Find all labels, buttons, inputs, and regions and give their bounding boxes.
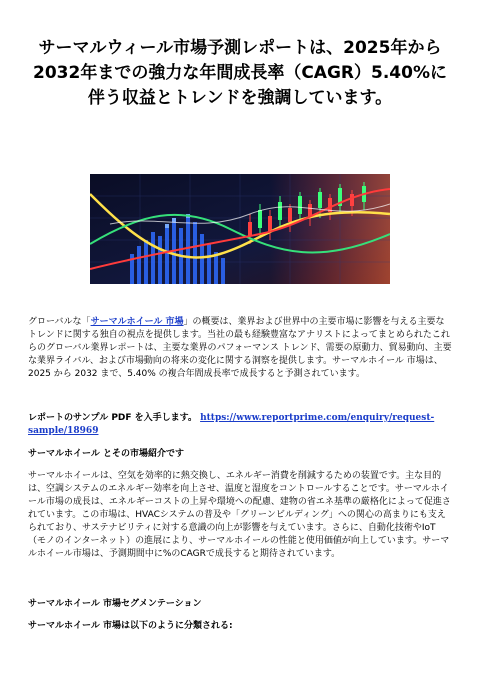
intro-paragraph — [28, 316, 452, 381]
page-title: サーマルウィール市場予測レポートは、2025年から2032年までの強力な年間成長率（CAGR）5.40%に伴う収益とトレンドを強調しています。 — [33, 38, 447, 108]
intro-suffix: 」の概要は、業界および世界中の主要市場に影響を与える主要なトレンドに関する独自の視点を提供します。当社の最も経験豊富なアナリストによってまとめられたこれらのグローバル業界レポートは、主要な業界のパフォーマンス トレンド、需要の原動力、貿易動向、主要な業界ライバル、および市場動向の将来の変化に関する洞察を提供します。サーマルホイール 市場は、2025 から 2032 まで、5.40% の複合年間成長率で成長すると予測されています。 — [28, 317, 452, 379]
sample-pdf-link[interactable]: https://www.reportprime.com/enquiry/request-sample/18969 — [28, 413, 435, 436]
financial-chart-illustration — [90, 174, 390, 284]
section-body-intro: サーマルホイールは、空気を効率的に熱交換し、エネルギー消費を削減するための装置です。主な目的は、空調システムのエネルギー効率を向上させ、温度と湿度をコントロールすることです。サーマルホイール市場の成長は、エネルギーコストの上昇や環境への配慮、建物の省エネ基準の厳格化によって促進されています。この市場は、HVACシステムの普及や「グリーンビルディング」への関心の高まりにも支えられており、サステナビリティに対する意識の向上が影響を与えています。さらに、自動化技術やIoT（モノのインターネット）の進展により、サーマルホイールの性能と使用価値が向上しています。サーマルホイール市場は、予測期間中に%のCAGRで成長すると期待されています。 — [28, 471, 451, 559]
hero-image — [90, 174, 390, 284]
section-heading-segmentation: サーマルホイール 市場セグメンテーション — [28, 599, 202, 609]
sample-pdf-line — [28, 412, 452, 438]
section-heading-intro: サーマルホイール とその市場紹介です — [28, 449, 184, 459]
intro-prefix: グローバルな「 — [28, 317, 91, 327]
market-link[interactable]: サーマルホイール 市場 — [90, 317, 184, 327]
section-heading-classification: サーマルホイール 市場は以下のように分類される: — [28, 621, 233, 631]
sample-pdf-label: レポートのサンプル PDF を入手します。 — [28, 413, 197, 423]
